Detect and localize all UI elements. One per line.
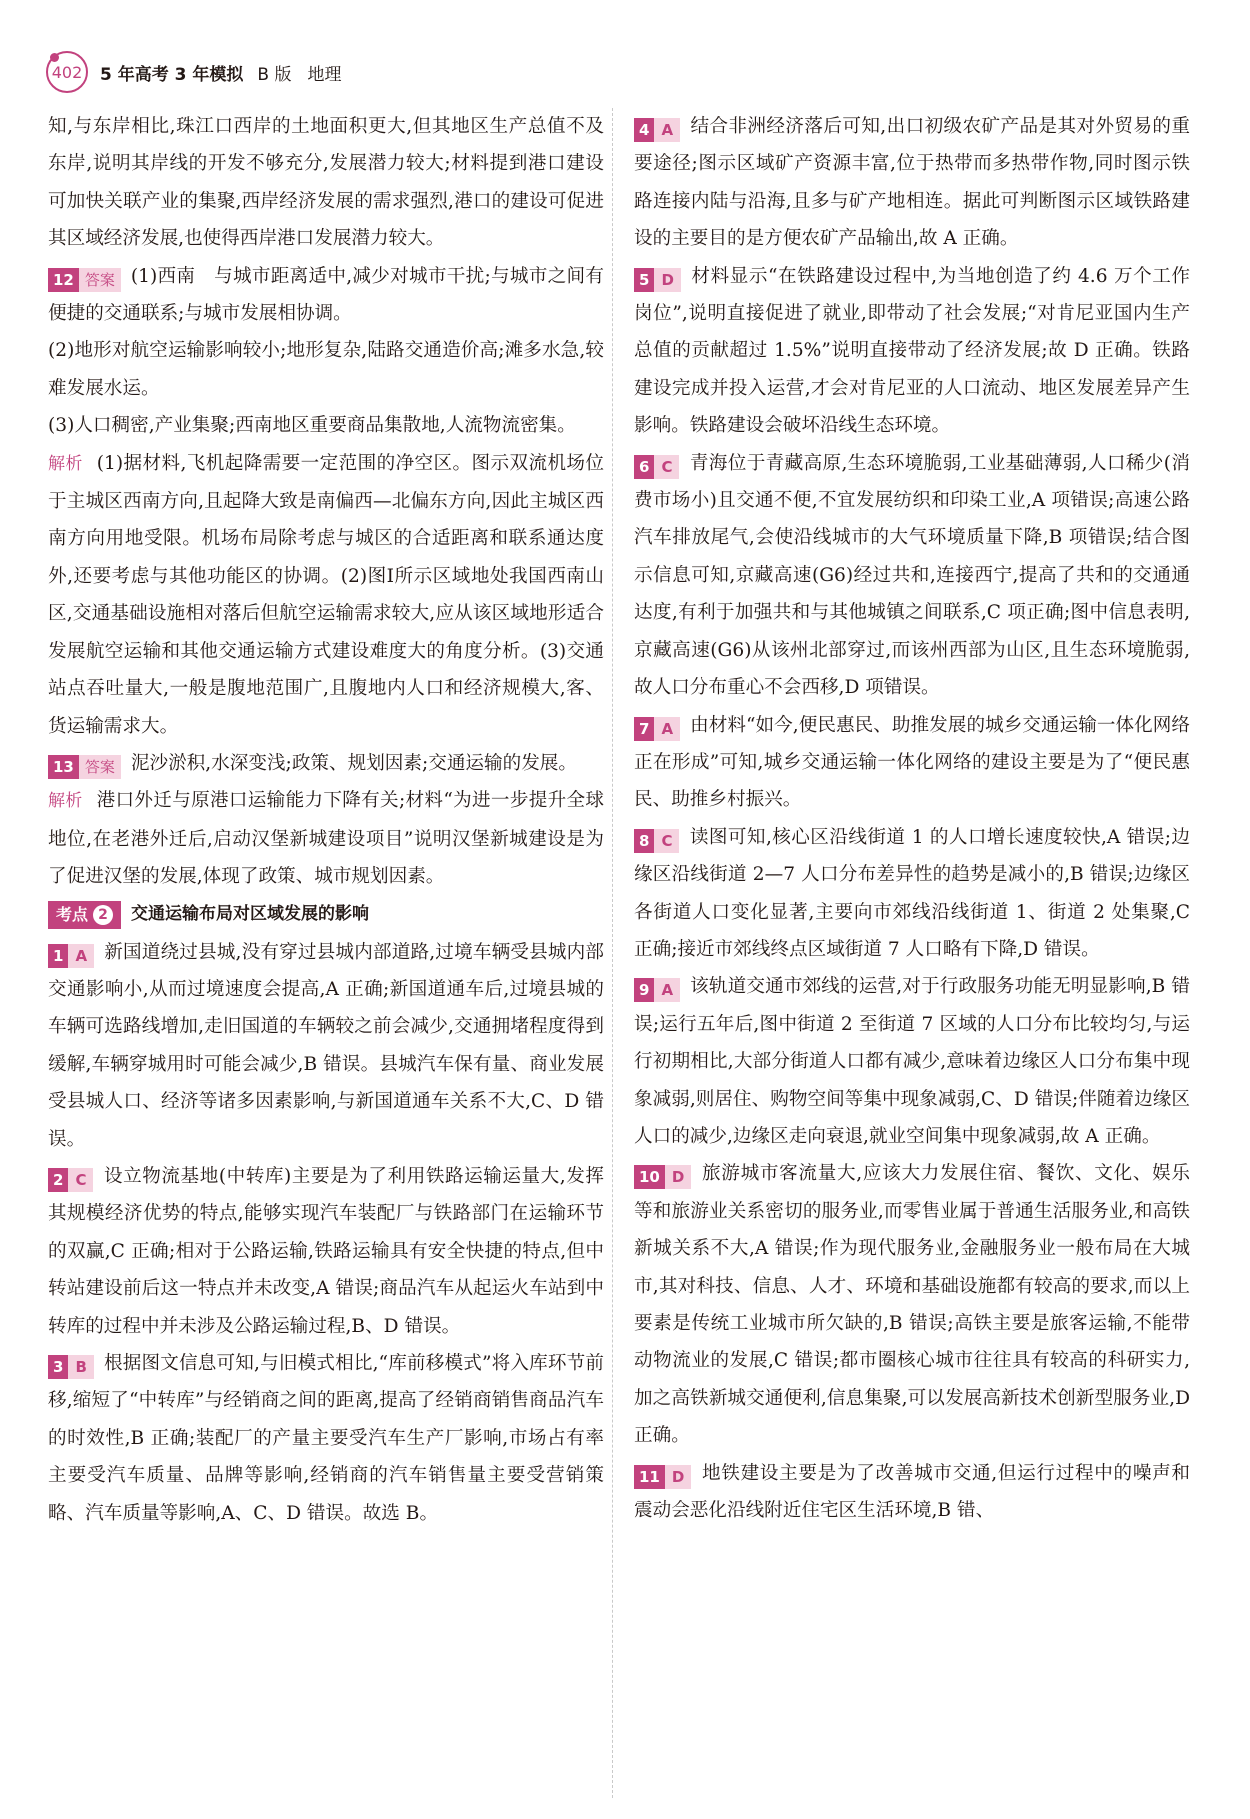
q2-answer: 2 C 设立物流基地(中转库)主要是为了利用铁路运输运量大,发挥其规模经济优势的特点,能够实现汽车装配厂与铁路部门在运输环节的双赢,C 正确;相对于公路运输,铁路运输具有安全快捷的特点,但中转站建设前后这一特点并未改变,A 错误;商品汽车从起运火车站到中转库的过程中并未涉及公路运输过程,B、D 错误。 [48, 1165, 604, 1337]
right-column [634, 108, 1190, 1529]
analysis-label: 解析 [48, 791, 83, 812]
page-number-text: 402 [51, 62, 83, 82]
q8-answer: 8 C 读图可知,核心区沿线街道 1 的人口增长速度较快,A 错误;边缘区沿线街道 2—7 人口分布差异性的趋势是减小的,B 错误;边缘区各街道人口变化显著,主要向市郊线沿线街道 1、街道 2 处集聚,C 正确;接近市郊线终点区域街道 7 人口略有下降,D 错误。 [634, 826, 1190, 960]
q13-badge: 13 答案 [48, 755, 121, 779]
page-number-dot [50, 53, 59, 62]
q1-badge: 1 A [48, 944, 94, 968]
q11-badge: 11 D [634, 1465, 691, 1489]
book-title: 5 年高考 3 年模拟 [100, 64, 244, 85]
q4-badge: 4 A [634, 118, 680, 142]
q12-answer-2: (2)地形对航空运输影响较小;地形复杂,陆路交通造价高;滩多水急,较难发展水运。 [48, 340, 604, 399]
q3-answer: 3 B 根据图文信息可知,与旧模式相比,“库前移模式”将入库环节前移,缩短了“中转库”与经销商之间的距离,提高了经销商销售商品汽车的时效性,B 正确;装配厂的产量主要受汽车生产厂影响,市场占有率主要受汽车质量、品牌等影响,经销商的汽车销售量主要受营销策略、汽车质量等影响,A、C、D 错误。故选 B。 [48, 1353, 604, 1524]
q13-answer: 13 答案 泥沙淤积,水深变浅;政策、规划因素;交通运输的发展。 [48, 745, 604, 782]
q6-answer: 6 C 青海位于青藏高原,生态环境脆弱,工业基础薄弱,人口稀少(消费市场小)且交通不便,不宜发展纺织和印染工业,A 项错误;高速公路汽车排放尾气,会使沿线城市的大气环境质量下降,B 项错误;结合图示信息可知,京藏高速(G6)经过共和,连接西宁,提高了共和的交通通达度,有利于加强共和与其他城镇之间联系,C 项正确;图中信息表明,京藏高速(G6)从该州北部穿过,而该州西部为山区,且生态环境脆弱,故人口分布重心不会西移,D 项错误。 [634, 452, 1190, 699]
q12-answer-3: (3)人口稠密,产业集聚;西南地区重要商品集散地,人流物流密集。 [48, 415, 576, 437]
q6-badge: 6 C [634, 455, 679, 479]
q9-badge: 9 A [634, 978, 680, 1002]
q9-answer: 9 A 该轨道交通市郊线的运营,对于行政服务功能无明显影响,B 错误;运行五年后,图中街道 2 至街道 7 区域的人口分布比较均匀,与运行初期相比,大部分街道人口都有减少,意味着边缘区人口分布集中现象减弱,则居住、购物空间等集中现象减弱,C、D 错误;伴随着边缘区人口的减少,边缘区走向衰退,就业空间集中现象减弱,故 A 正确。 [634, 976, 1190, 1147]
q13-analysis: 解析 港口外迁与原港口运输能力下降有关;材料“为进一步提升全球地位,在老港外迁后,启动汉堡新城建设项目”说明汉堡新城建设是为了促进汉堡的发展,体现了政策、城市规划因素。 [48, 790, 604, 888]
q5-badge: 5 D [634, 268, 681, 292]
q11-answer: 11 D 地铁建设主要是为了改善城市交通,但运行过程中的噪声和震动会恶化沿线附近住宅区生活环境,B 错、 [634, 1462, 1190, 1522]
q3-badge: 3 B [48, 1355, 94, 1379]
book-subject: 地理 [307, 64, 342, 85]
q10-badge: 10 D [634, 1165, 691, 1189]
section-heading [48, 899, 604, 931]
q10-answer: 10 D 旅游城市客流量大,应该大力发展住宿、餐饮、文化、娱乐等和旅游业关系密切的服务业,而零售业属于普通生活服务业,和高铁新城关系不大,A 错误;作为现代服务业,金融服务业一般布局在大城市,其对科技、信息、人才、环境和基础设施都有较高的要求,而以上要素是传统工业城市所欠缺的,B 错误;高铁主要是旅客运输,不能带动物流业的发展,C 错误;都市圈核心城市往往具有较高的科研实力,加之高铁新城交通便利,信息集聚,可以发展高新技术创新型服务业,D 正确。 [634, 1163, 1190, 1447]
page-number [46, 51, 88, 93]
q8-badge: 8 C [634, 829, 679, 853]
intro-paragraph: 知,与东岸相比,珠江口西岸的土地面积更大,但其地区生产总值不及东岸,说明其岸线的开发不够充分,发展潜力较大;材料提到港口建设可加快关联产业的集聚,西岸经济发展的需求强烈,港口的建设可促进其区域经济发展,也使得西岸港口发展潜力较大。 [48, 116, 604, 250]
book-edition: B 版 [257, 64, 292, 85]
analysis-label: 解析 [48, 453, 83, 474]
q4-answer: 4 A 结合非洲经济落后可知,出口初级农矿产品是其对外贸易的重要途径;图示区域矿产资源丰富,位于热带而多热带作物,同时图示铁路连接内陆与沿海,且多与矿产地相连。据此可判断图示区域铁路建设的主要目的是方便农矿产品输出,故 A 正确。 [634, 116, 1190, 250]
q5-answer: 5 D 材料显示“在铁路建设过程中,为当地创造了约 4.6 万个工作岗位”,说明直接促进了就业,即带动了社会发展;“对肯尼亚国内生产总值的贡献超过 1.5%”说明直接带动了经济发展;故 D 正确。铁路建设完成并投入运营,才会对肯尼亚的人口流动、地区发展差异产生影响。铁路建设会破坏沿线生态环境。 [634, 265, 1190, 437]
section-label: 考点 2 [48, 901, 121, 929]
q7-badge: 7 A [634, 717, 680, 741]
section-title: 交通运输布局对区域发展的影响 [131, 903, 370, 924]
q12-badge: 12 答案 [48, 268, 121, 292]
page-header [46, 52, 342, 92]
q1-answer: 1 A 新国道绕过县城,没有穿过县城内部道路,过境车辆受县城内部交通影响小,从而过境速度会提高,A 正确;新国道通车后,过境县城的车辆可选路线增加,走旧国道的车辆较之前会减少,交通拥堵程度得到缓解,车辆穿城用时可能会减少,B 错误。县城汽车保有量、商业发展受县城人口、经济等诸多因素影响,与新国道通车关系不大,C、D 错误。 [48, 941, 604, 1150]
q7-answer: 7 A 由材料“如今,便民惠民、助推发展的城乡交通运输一体化网络正在形成”可知,城乡交通运输一体化网络的建设主要是为了“便民惠民、助推乡村振兴。 [634, 714, 1190, 811]
column-divider [612, 108, 613, 1798]
left-column [48, 108, 604, 1532]
q12-answer: 12 答案 (1)西南 与城市距离适中,减少对城市干扰;与城市之间有便捷的交通联系;与城市发展相协调。 [48, 265, 604, 325]
q12-analysis: 解析 (1)据材料,飞机起降需要一定范围的净空区。图示双流机场位于主城区西南方向,且起降大致是南偏西—北偏东方向,因此主城区西南方向用地受限。机场布局除考虑与城区的合适距离和联系通达度外,还要考虑与其他功能区的协调。(2)图Ⅰ所示区域地处我国西南山区,交通基础设施相对落后但航空运输需求较大,应从该区域地形适合发展航空运输和其他交通运输方式建设难度大的角度分析。(3)交通站点吞吐量大,一般是腹地范围广,且腹地内人口和经济规模大,客、货运输需求大。 [48, 452, 605, 737]
q2-badge: 2 C [48, 1168, 93, 1192]
